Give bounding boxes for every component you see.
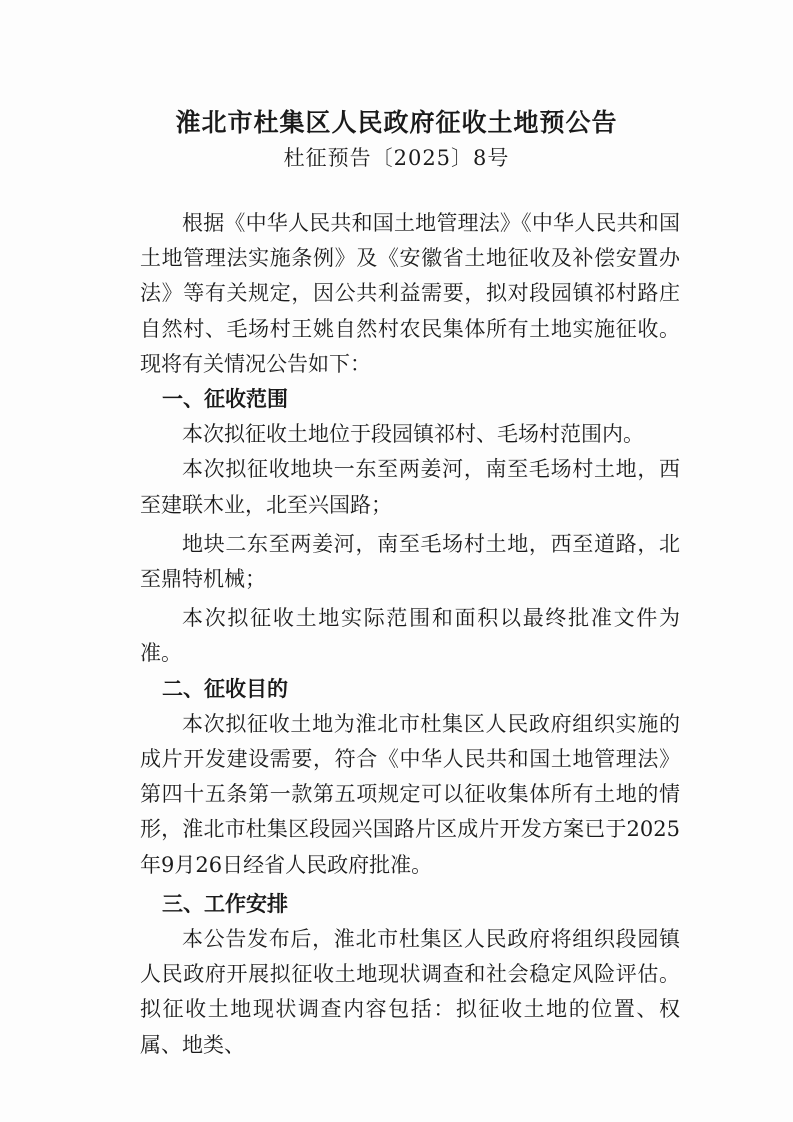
scope-paragraph-location: 本次拟征收土地位于段园镇祁村、毛场村范围内。	[182, 422, 644, 447]
document-title: 淮北市杜集区人民政府征收土地预公告	[175, 108, 618, 137]
scope-paragraph-plot-one: 本次拟征收地块一东至两姜河，南至毛场村土地，西至建联木业，北至兴国路；	[140, 457, 680, 517]
purpose-paragraph: 本次拟征收土地为淮北市杜集区人民政府组织实施的成片开发建设需要，符合《中华人民共和国土地管理法》第四十五条第一款第五项规定可以征收集体所有土地的情形，淮北市杜集区段园兴国路片区成片开发方案已于2025年9月26日经省人民政府批准。	[140, 711, 680, 877]
document-body	[140, 206, 680, 1063]
scope-paragraph-final-area: 本次拟征收土地实际范围和面积以最终批准文件为准。	[140, 606, 680, 666]
section-heading-arrangement: 三、工作安排	[162, 891, 288, 916]
scope-paragraph-plot-two: 地块二东至两姜河，南至毛场村土地，西至道路，北至鼎特机械；	[140, 531, 680, 592]
section-heading-scope: 一、征收范围	[162, 387, 288, 412]
intro-paragraph: 根据《中华人民共和国土地管理法》《中华人民共和国土地管理法实施条例》及《安徽省土地征收及补偿安置办法》等有关规定，因公共利益需要，拟对段园镇祁村路庄自然村、毛场村王姚自然村农民集体所有土地实施征收。现将有关情况公告如下：	[140, 211, 680, 376]
arrangement-paragraph: 本公告发布后，淮北市杜集区人民政府将组织段园镇人民政府开展拟征收土地现状调查和社会稳定风险评估。拟征收土地现状调查内容包括：拟征收土地的位置、权属、地类、	[140, 927, 680, 1057]
section-heading-purpose: 二、征收目的	[162, 676, 288, 701]
document-number: 杜征预告〔2025〕8号	[283, 146, 510, 170]
